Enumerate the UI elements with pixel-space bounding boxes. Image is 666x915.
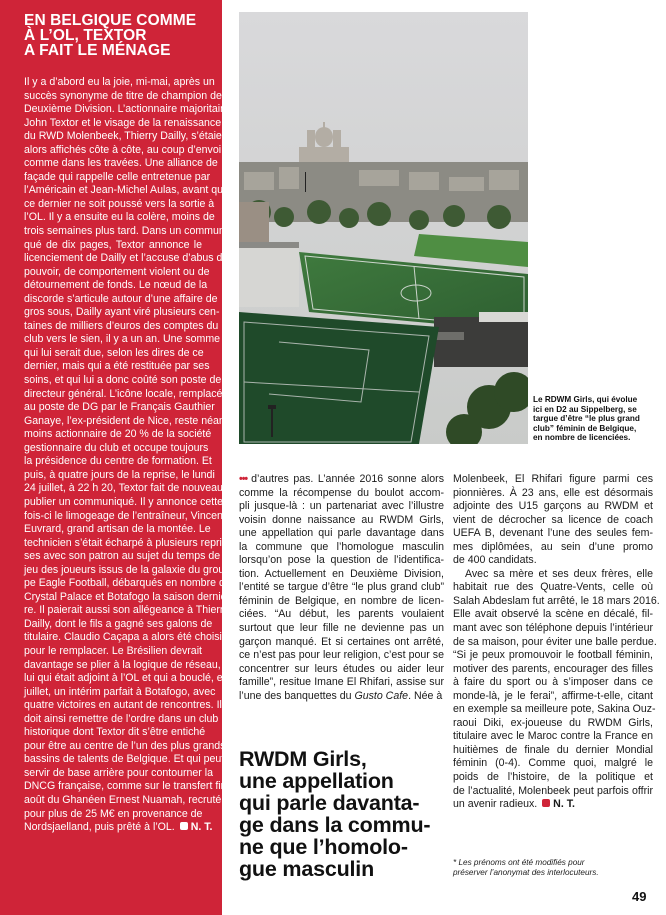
column-last-line — [453, 798, 653, 812]
column-line: “Si je peux promouvoir le football féminin, — [453, 649, 653, 662]
sidebar-line: trois semaines plus tard. Dans un communi- — [24, 225, 231, 238]
sidebar-line: l’OL. Il y a ensuite eu la colère, moins de — [24, 211, 215, 224]
column-line: huitièmes de finale du dernier Mondial — [453, 743, 653, 756]
sidebar-line: qué de dix pages, Textor annonce le — [24, 238, 202, 251]
sidebar-line: titulaire. Claudio Caçapa a alors été choisi — [24, 631, 222, 644]
sidebar-line: pour le remplacer. Le Brésilien devrait — [24, 644, 202, 657]
article-column-2 — [453, 473, 660, 812]
sidebar-line: l’Américain et Jean-Michel Aulas, avant que — [24, 184, 229, 197]
column-line: monde-là, je le ferai”, affirme-t-elle, citant — [453, 689, 653, 702]
sidebar-line: juillet, un intérim parfait à Botafogo, avec — [24, 685, 216, 698]
column-line: pionnières. À 23 ans, elle est désormais — [453, 486, 653, 499]
sidebar-signature: N. T. — [190, 821, 213, 834]
sidebar-line: Crystal Palace et Botafogo la saison derniè- — [24, 590, 231, 603]
column-line: pli jusque-là : un partenariat avec l’illustre — [239, 500, 444, 513]
sidebar-box — [0, 0, 231, 915]
sidebar-line: bassins de talents de Belgique. Et qui peut — [24, 753, 225, 766]
sidebar-line: doit ainsi remettre de l’ordre dans un club — [24, 712, 219, 725]
column-line: la commune que l’homologue masculin — [239, 540, 444, 553]
sidebar-line: directeur général. L’icône locale, remplacée — [24, 387, 229, 400]
footnote — [453, 858, 653, 878]
sidebar-line: du RWD Molenbeek, Thierry Dailly, s’étaient — [24, 130, 231, 143]
column-line: féminin (0-4). Comme quoi, malgré le — [453, 757, 653, 770]
sidebar-line: détournement de fonds. Le nœud de la — [24, 279, 208, 292]
pull-quote-line: une appellation — [239, 769, 394, 793]
column-text: l’une des banquettes du — [239, 689, 352, 702]
sidebar-body — [24, 76, 231, 835]
photo-caption — [533, 395, 653, 443]
sidebar-line: pour plus de 25 M€ en provenance de — [24, 807, 203, 820]
column-line: lorsqu’on pose la question de l’identifica- — [239, 554, 444, 567]
sidebar-line: club vers le sien, il y a un an. Une somme — [24, 333, 221, 346]
sidebar-line: ses avec son patron au sujet du temps de — [24, 550, 221, 563]
column-line: de sa maison, pour éviter une balle perdue. — [453, 635, 657, 648]
column-line: voisin donne naissance au RWDM Girls, — [239, 513, 444, 526]
column-line: surtout que leur fille ne devienne pas un — [239, 622, 444, 635]
column-line: poids de l’histoire, de la politique et — [453, 771, 653, 784]
sidebar-line: lui qui était adjoint à l’OL et qui a bouclé, en — [24, 672, 229, 685]
sidebar-line: Dailly, dont le fils a gagné ses galons de — [24, 617, 213, 630]
sidebar-title — [24, 13, 214, 58]
sidebar-line: pour être au centre de l’un des plus grands — [24, 739, 226, 752]
sidebar-line: Il y a d’abord eu la joie, mi-mai, après un — [24, 76, 215, 88]
column-line: vient de décrocher sa licence de coach — [453, 513, 653, 526]
sidebar-line: taines de milliers d’euros des comptes du — [24, 319, 219, 332]
caption-line: en nombre de licenciées. — [533, 433, 631, 443]
sidebar-line: moins actionnaire de 20 % de la société — [24, 428, 212, 441]
sidebar-title-line: À L’OL, TEXTOR — [24, 27, 147, 44]
column-line: en exemple sa meilleure pote, Sakina Ouz- — [453, 703, 656, 716]
caption-line: ici en D2 au Sippelberg, se — [533, 404, 637, 414]
column-last-line — [239, 690, 444, 704]
sidebar-line: fois-ci le limogeage de l’entraîneur, Vincent — [24, 509, 226, 522]
sidebar-line: pouvoir, de comportement violent ou de — [24, 265, 210, 278]
column-line: motiver des parents, encourager des filles — [453, 662, 653, 675]
sidebar-line: historique dont Textor dit s’être entiché — [24, 726, 206, 739]
sidebar-line: dernier, mais qui a été restituée par ses — [24, 360, 210, 373]
sidebar-line: davantage se plier à la logique de réseau, — [24, 658, 221, 671]
column-line: garçon manqué. Et si certaines ont arrêté, — [239, 635, 444, 648]
column-line: de 400 candidats. — [453, 554, 537, 567]
column-line: de l’actualité, Molenbeek peut parfois offrir — [453, 784, 653, 797]
sidebar-line: licenciement de Dailly et l’accuse d’abus de — [24, 252, 229, 265]
column-signature: N. T. — [553, 798, 575, 811]
sidebar-line: re. Il paierait aussi son allégeance à Thierry — [24, 604, 229, 617]
sidebar-line: quatre victoires en autant de rencontres. Il — [24, 699, 222, 712]
sidebar-line: Ganaye, l’ex-président de Nice, reste néan- — [24, 414, 229, 427]
column-line: UEFA B, devenant l’une des seules fem- — [453, 527, 653, 540]
column-line: comme la récompense du boulot accom- — [239, 486, 444, 499]
pull-quote-line: ne que l’homolo- — [239, 835, 408, 859]
column-line: famille”, resitue Imane El Rhifari, assise sur — [239, 676, 444, 689]
sidebar-title-line: A FAIT LE MÉNAGE — [24, 42, 171, 59]
sidebar-last-text: Nordsjaelland, puis prêté à l’OL. — [24, 821, 175, 834]
sidebar-line: 24 juillet, à 22 h 20, Textor fait de nouveau — [24, 482, 223, 495]
column-line: Salah Abdeslam fut arrêté, le 18 mars 2016. — [453, 594, 660, 607]
footnote-line: préserver l’anonymat des interlocuteurs. — [453, 868, 599, 877]
signature-mark-icon — [180, 822, 188, 830]
sidebar-title-line: EN BELGIQUE COMME — [24, 12, 197, 29]
footnote-line: * Les prénoms ont été modifiés pour — [453, 858, 585, 867]
column-text: un avenir radieux. — [453, 798, 538, 811]
sidebar-line: gros sous, Dailly ayant viré plusieurs cen- — [24, 306, 220, 319]
cafe-name: Gusto Cafe — [354, 689, 409, 702]
sidebar-line: août du Ghanéen Ernest Nuamah, recruté — [24, 793, 222, 806]
sidebar-line: Deuxième Division. L’actionnaire majoritaire — [24, 103, 230, 116]
sidebar-line: discorde s’articule autour d’une affaire de — [24, 292, 218, 305]
column-text: . Née à — [408, 689, 443, 702]
sidebar-line: au poste de DG par le Français Gauthier — [24, 401, 215, 414]
column-line: une appellation qui parle davantage dans — [239, 527, 444, 540]
column-first-text: d’autres pas. L’année 2016 sonne alors — [251, 473, 444, 485]
column-line: Avec sa mère et ses deux frères, elle — [465, 567, 653, 580]
stadium-photo — [239, 12, 528, 444]
sidebar-line: DNCG française, comme sur le transfert fin — [24, 780, 227, 793]
sidebar-line: John Textor et le visage de la renaissance — [24, 116, 222, 129]
column-line: à faire du sport ou à s’imposer dans ce — [453, 676, 653, 689]
column-line: adjointe des U15 garçons au RWDM et — [453, 500, 653, 513]
caption-line: targue d’être “le plus grand — [533, 414, 640, 424]
sidebar-line: alors affichés côte à côte, au coup d’envoi — [24, 143, 222, 156]
column-line: Molenbeek, El Rhifari figure parmi ces — [453, 473, 653, 485]
column-line: raoui Diki, ex-joueuse du RWDM Girls, — [453, 716, 653, 729]
sidebar-line: soins, et qui lui a donc coûté son poste de — [24, 374, 222, 387]
column-line: mant avec son téléphone depuis l’intérieur — [453, 622, 653, 635]
sidebar-line: gestionnaire du club et occupe toujours — [24, 441, 209, 454]
page-number: 49 — [632, 889, 647, 904]
pull-quote-line: gue masculin — [239, 857, 374, 881]
sidebar-line: ce dernier ne soit poussé vers la sortie à — [24, 197, 215, 210]
sidebar-line: Euvrard, grand artisan de la montée. Le — [24, 523, 211, 536]
caption-line: Le RDWM Girls, qui évolue — [533, 395, 638, 404]
bullet-dots-icon: ••• — [239, 473, 248, 485]
sidebar-line: qui lui serait due, selon les dires de ce — [24, 346, 204, 359]
sidebar-line: puis, à quatre jours de la reprise, le lundi — [24, 468, 215, 481]
column-line: Elle avait observé la scène en décalé, fil- — [453, 608, 653, 621]
column-line: tion. Actuellement en Deuxième Division, — [239, 567, 444, 580]
caption-line: club” féminin de Belgique, — [533, 423, 637, 433]
sidebar-line: succès synonyme de titre de champion de — [24, 89, 222, 102]
column-line: l’entité se targue d’être “le plus grand club” — [239, 581, 444, 594]
sidebar-line: servir de base arrière pour contourner la — [24, 766, 214, 779]
sidebar-line: publier un communiqué. Il y annonce cette — [24, 495, 224, 508]
pull-quote-line: ge dans la commu- — [239, 813, 431, 837]
column-line: concentrer sur leurs études ou aider leur — [239, 662, 444, 675]
article-column-1 — [239, 473, 444, 703]
column-line: mes diplômées, au sein d’une promo — [453, 540, 653, 553]
column-line: habitait rue des Quatre-Vents, celle où — [453, 581, 653, 594]
column-first-line — [239, 473, 444, 487]
sidebar-line: comme dans les travées. Une alliance de — [24, 157, 218, 170]
sidebar-line: la présidence du centre de formation. Et — [24, 455, 212, 468]
pull-quote — [239, 748, 449, 880]
pull-quote-line: qui parle davanta- — [239, 791, 420, 815]
column-line: ciées. “Au début, les parents voulaient — [239, 608, 444, 621]
pull-quote-line: RWDM Girls, — [239, 747, 367, 771]
sidebar-line: façade qui rappelle celle entretenue par — [24, 170, 211, 183]
sidebar-last-line — [24, 821, 213, 835]
sidebar-line: pe Eagle Football, débarqués en nombre de — [24, 577, 231, 590]
sidebar-line: technicien s’était écharpé à plusieurs repri- — [24, 536, 226, 549]
column-line: féminin de Belgique, en nombre de licen- — [239, 594, 444, 607]
column-line: ce n’est pas pour leur religion, c’est pour se — [239, 649, 444, 662]
signature-mark-icon — [542, 799, 550, 807]
sidebar-line: jeu des joueurs issus de la galaxie du grou- — [24, 563, 228, 576]
column-line: titulaire avec le Maroc contre la France en — [453, 730, 653, 743]
